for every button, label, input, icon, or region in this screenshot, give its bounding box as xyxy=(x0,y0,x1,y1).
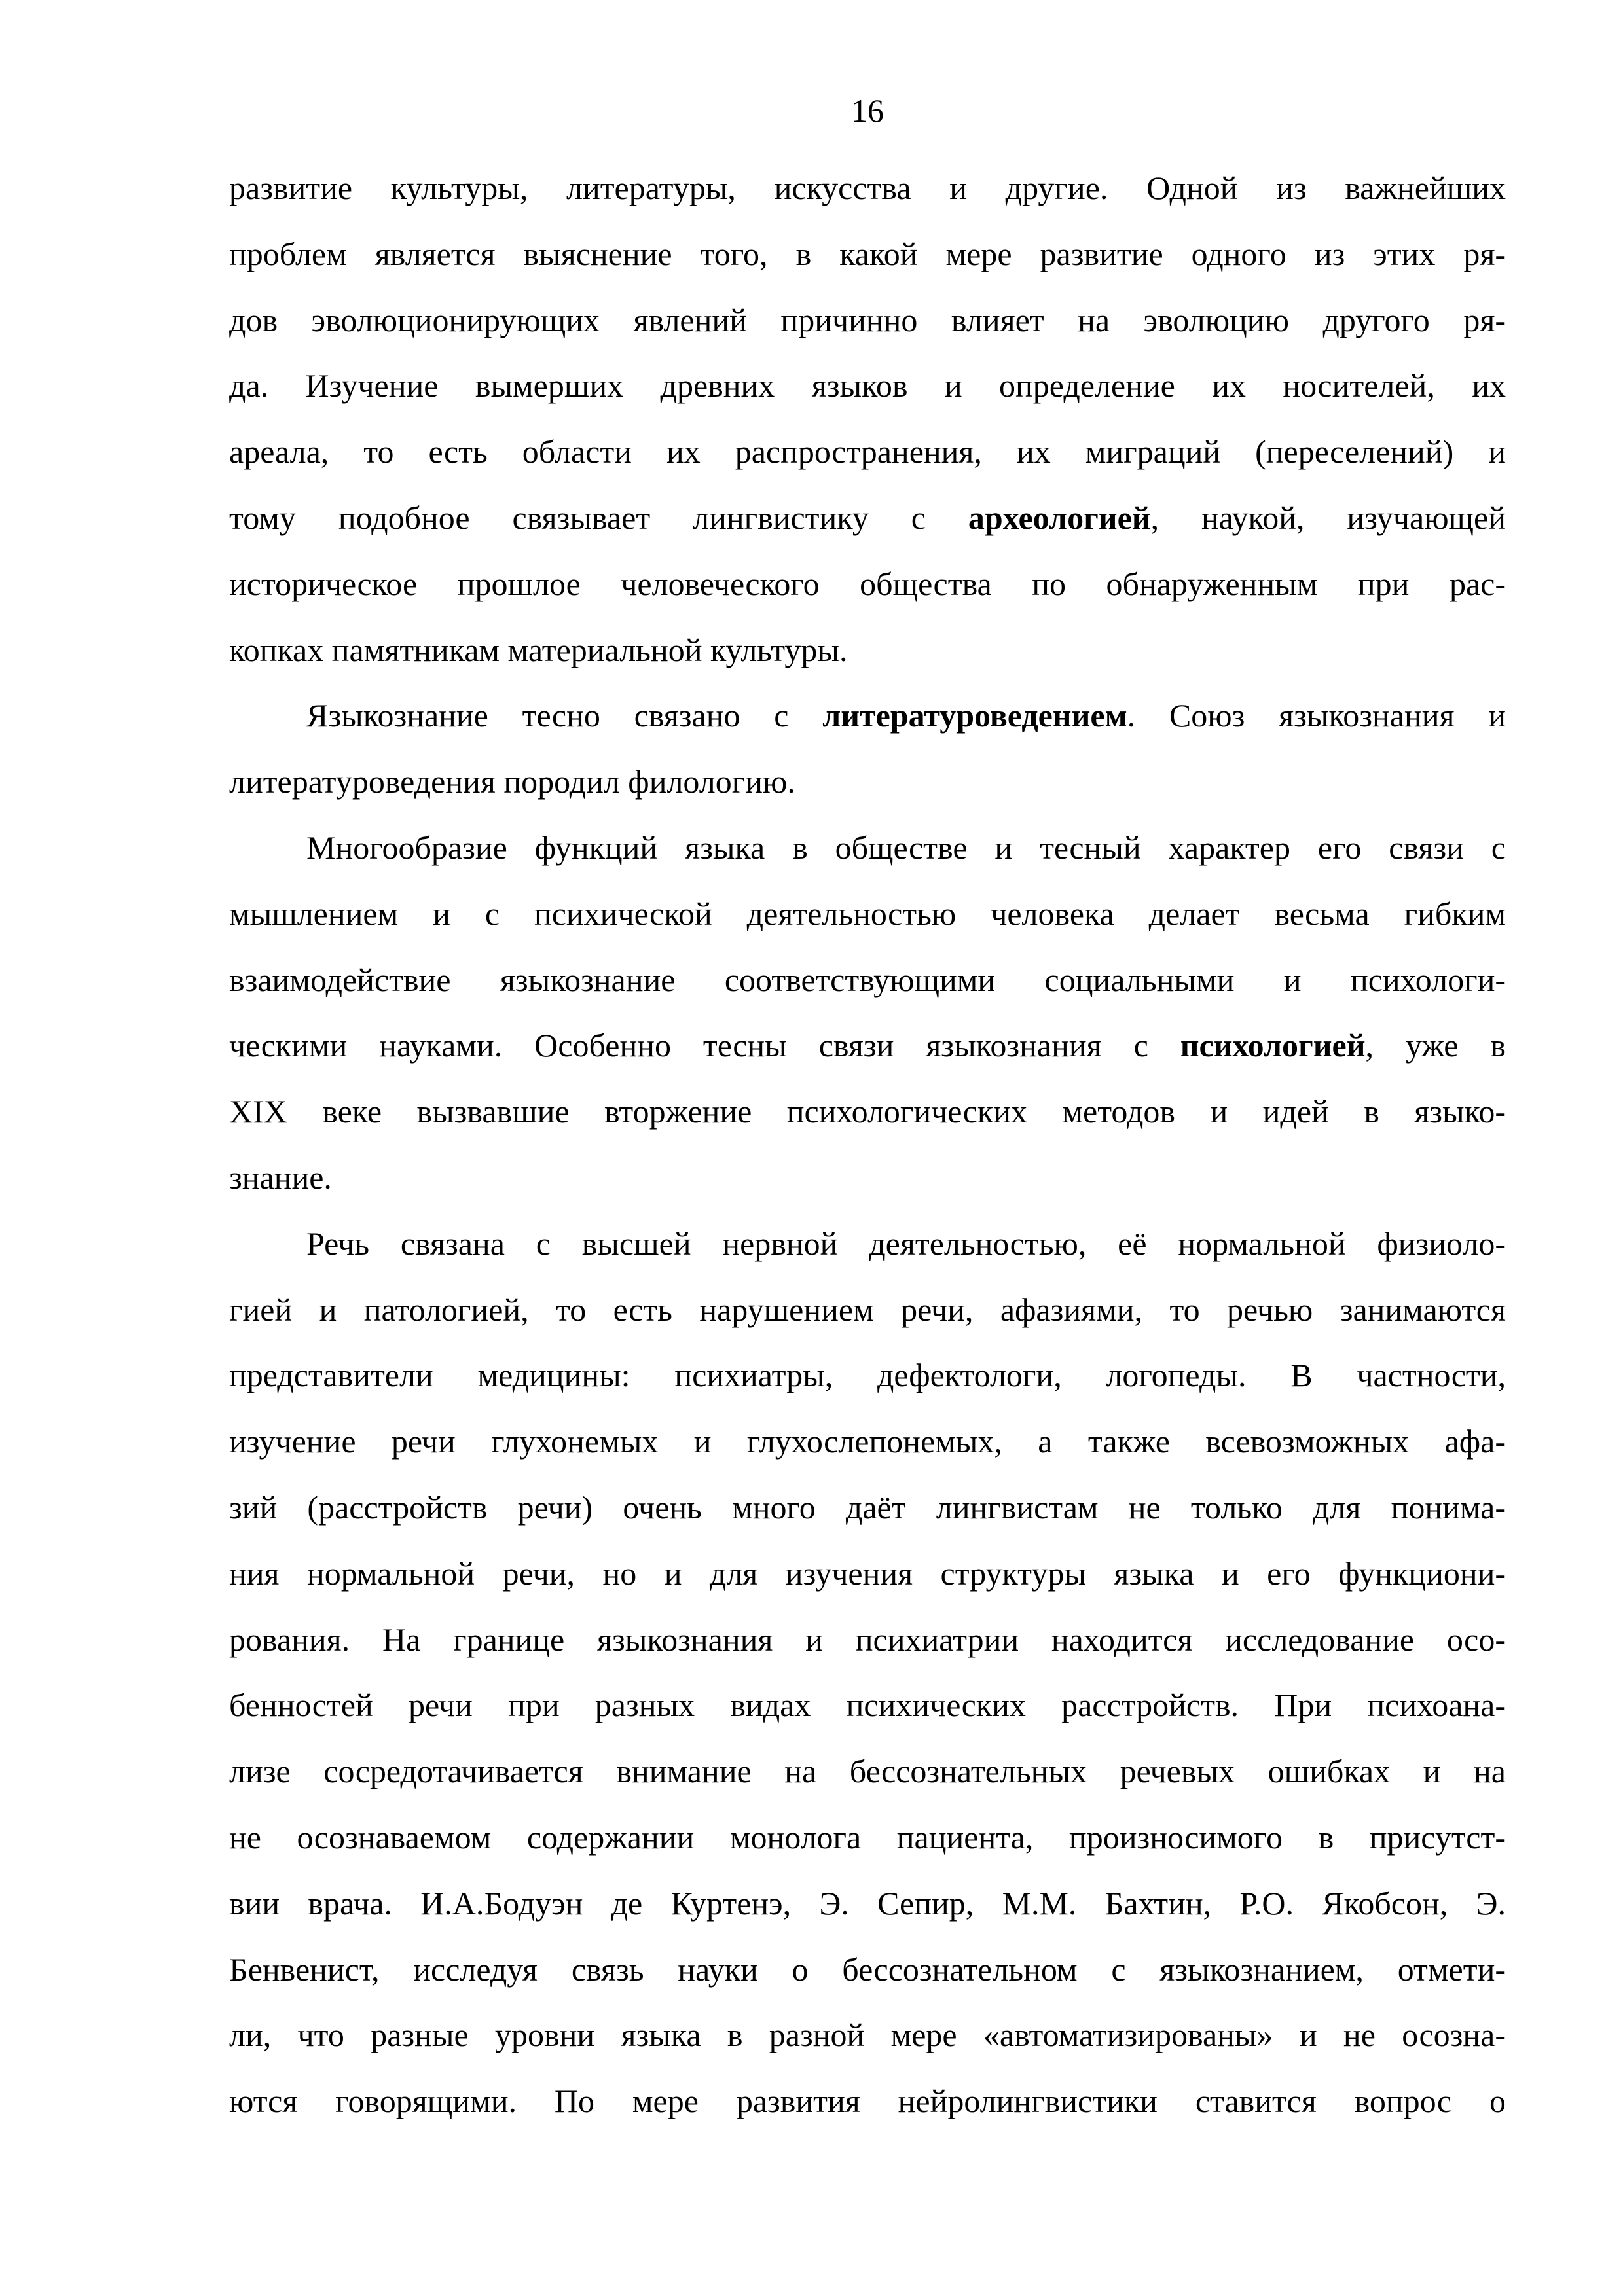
text-line xyxy=(229,155,1506,221)
text-line xyxy=(229,1937,1506,2003)
text-segment: бенностей речи при разных видах психических расстройств. При психоана- xyxy=(229,1687,1506,1724)
text-segment: ареала, то есть области их распространения, их миграций (переселений) и xyxy=(229,433,1506,471)
text-segment: , наукой, изучающей xyxy=(1150,499,1506,536)
text-line xyxy=(229,2002,1506,2068)
text-line xyxy=(229,1277,1506,1343)
text-line xyxy=(229,485,1506,551)
text-segment: мышлением и с психической деятельностью человека делает весьма гибким xyxy=(229,895,1506,932)
text-line xyxy=(229,1607,1506,1673)
bold-term: археологией xyxy=(968,499,1151,536)
text-line xyxy=(229,2068,1506,2134)
text-segment: проблем является выяснение того, в какой мере развитие одного из этих ря- xyxy=(229,235,1506,272)
text-segment: тому подобное связывает лингвистику с xyxy=(229,499,968,536)
text-segment: изучение речи глухонемых и глухослепонемых, а также всевозможных афа- xyxy=(229,1423,1506,1460)
text-line xyxy=(229,551,1506,617)
text-segment: рования. На границе языкознания и психиатрии находится исследование осо- xyxy=(229,1621,1506,1658)
text-segment: копках памятникам материальной культуры. xyxy=(229,631,848,668)
text-line xyxy=(229,617,1506,683)
text-segment: дов эволюционирующих явлений причинно влияет на эволюцию другого ря- xyxy=(229,301,1506,338)
bold-term: литературоведением xyxy=(822,697,1127,734)
text-line xyxy=(229,749,1506,815)
text-segment: гией и патологией, то есть нарушением речи, афазиями, то речью занимаются xyxy=(229,1291,1506,1328)
text-line xyxy=(229,1079,1506,1145)
text-line xyxy=(229,353,1506,419)
text-segment: не осознаваемом содержании монолога пациента, произносимого в присутст- xyxy=(229,1818,1506,1856)
text-segment: ния нормальной речи, но и для изучения структуры языка и его функциони- xyxy=(229,1554,1506,1592)
text-line xyxy=(229,1145,1506,1211)
text-segment: XIX веке вызвавшие вторжение психологических методов и идей в языко- xyxy=(229,1093,1506,1130)
bold-term: психологией xyxy=(1180,1027,1366,1064)
text-line xyxy=(229,419,1506,485)
text-segment: Речь связана с высшей нервной деятельностью, её нормальной физиоло- xyxy=(306,1225,1506,1262)
text-segment: развитие культуры, литературы, искусства и другие. Одной из важнейших xyxy=(229,170,1506,206)
text-line xyxy=(229,947,1506,1013)
text-segment: историческое прошлое человеческого общества по обнаруженным при рас- xyxy=(229,565,1506,602)
text-line xyxy=(229,1738,1506,1804)
text-segment: ли, что разные уровни языка в разной мере «автоматизированы» и не осозна- xyxy=(229,2017,1506,2054)
text-segment: представители медицины: психиатры, дефектологи, логопеды. В частности, xyxy=(229,1357,1506,1394)
text-segment: лизе сосредотачивается внимание на бессознательных речевых ошибках и на xyxy=(229,1753,1506,1790)
text-line xyxy=(229,815,1506,881)
text-line xyxy=(229,1541,1506,1607)
text-line xyxy=(229,1211,1506,1277)
page-number: 16 xyxy=(851,92,884,129)
text-line xyxy=(229,1408,1506,1475)
text-line xyxy=(229,1013,1506,1079)
text-line xyxy=(229,683,1506,749)
text-line xyxy=(229,1672,1506,1738)
text-segment: вии врача. И.А.Бодуэн де Куртенэ, Э. Сепир, М.М. Бахтин, Р.О. Якобсон, Э. xyxy=(229,1884,1506,1922)
text-block xyxy=(229,155,1506,2134)
text-segment: Языкознание тесно связано с xyxy=(306,697,823,734)
text-line xyxy=(229,1871,1506,1937)
text-segment: да. Изучение вымерших древних языков и определение их носителей, их xyxy=(229,367,1506,404)
text-line xyxy=(229,1804,1506,1871)
text-segment: зий (расстройств речи) очень много даёт лингвистам не только для понима- xyxy=(229,1488,1506,1526)
text-segment: знание. xyxy=(229,1158,332,1196)
text-segment: взаимодействие языкознание соответствующими социальными и психологи- xyxy=(229,961,1506,998)
text-line xyxy=(229,287,1506,353)
text-line xyxy=(229,221,1506,287)
text-line xyxy=(229,1342,1506,1408)
text-segment: ческими науками. Особенно тесны связи языкознания с xyxy=(229,1027,1180,1064)
text-line xyxy=(229,881,1506,947)
text-line xyxy=(229,1475,1506,1541)
text-segment: , уже в xyxy=(1365,1027,1506,1064)
text-segment: . Союз языкознания и xyxy=(1127,697,1506,734)
text-segment: литературоведения породил филологию. xyxy=(229,763,795,800)
text-segment: Бенвенист, исследуя связь науки о бессознательном с языкознанием, отмети- xyxy=(229,1950,1506,1988)
text-segment: Многообразие функций языка в обществе и тесный характер его связи с xyxy=(306,829,1506,866)
text-segment: ются говорящими. По мере развития нейролингвистики ставится вопрос о xyxy=(229,2083,1506,2120)
